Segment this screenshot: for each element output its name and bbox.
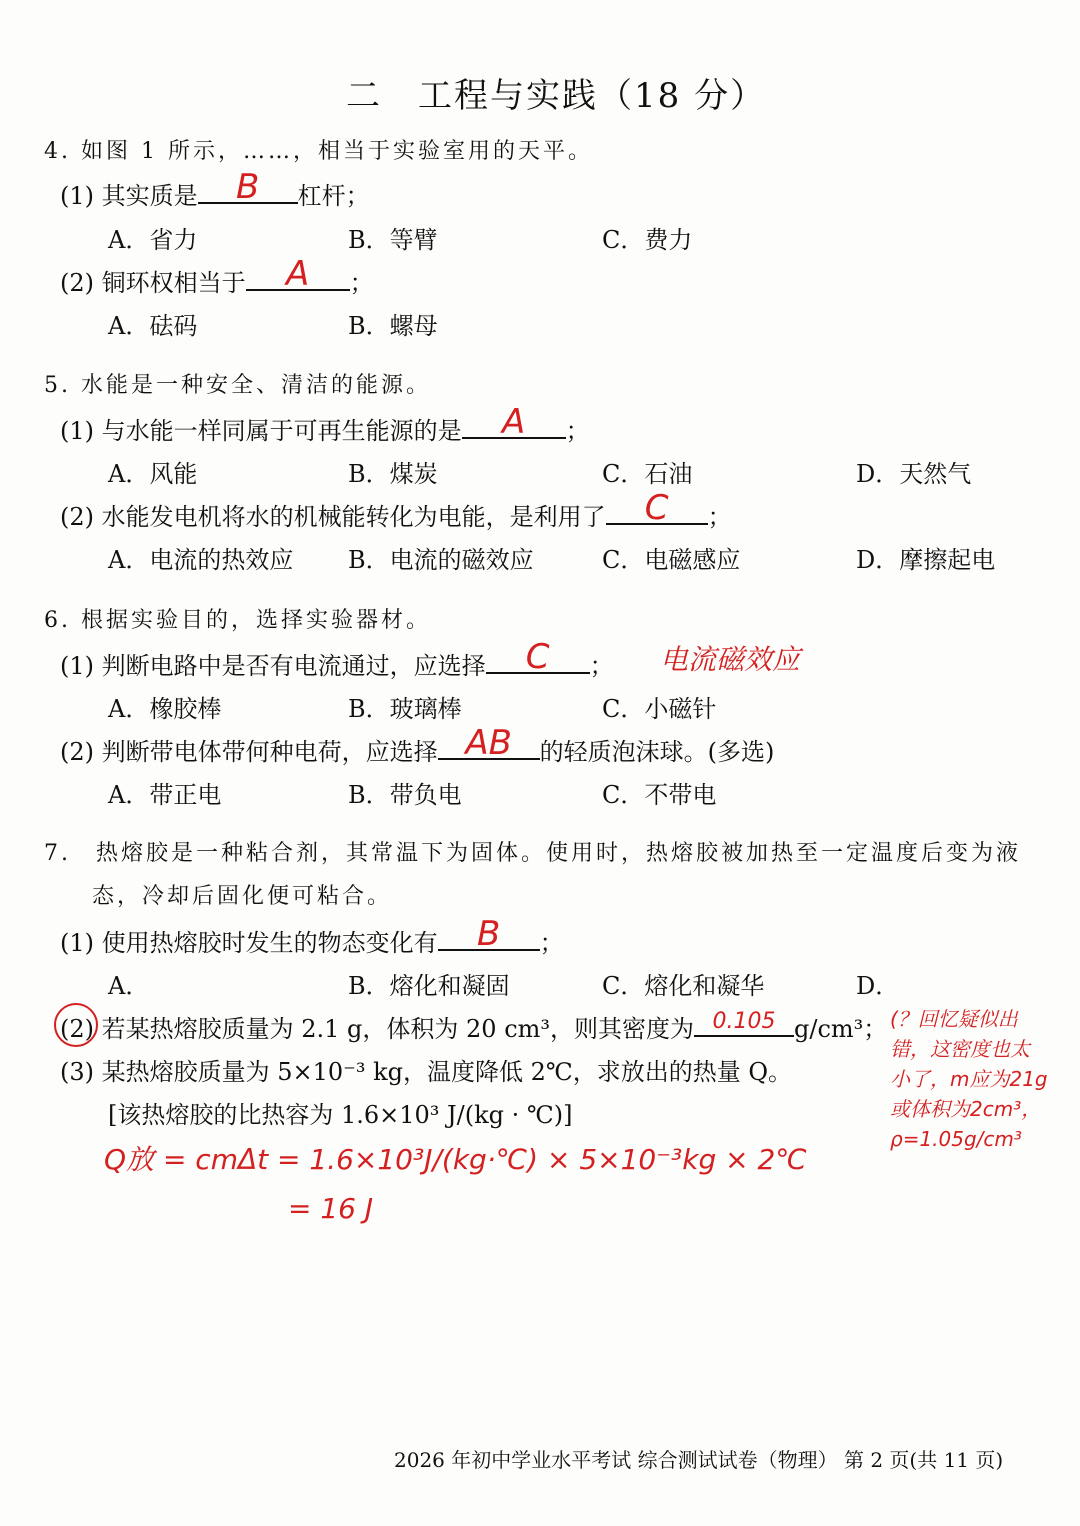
option: A．风能 [108,460,198,488]
option: C．熔化和凝华 [602,972,765,1000]
handwritten-solution-line-1: Q放 = cmΔt = 1.6×10³J/(kg·℃) × 5×10⁻³kg × 2℃ [104,1143,807,1176]
handwritten-answer: C [644,488,669,528]
question-4-part-2: (2) 铜环权相当于 A ； [60,254,374,297]
handwritten-answer: A [501,402,526,442]
option: B．带负电 [348,781,462,809]
option: C．费力 [602,226,693,254]
option: A．省力 [108,226,198,254]
option: B．等臂 [348,226,438,254]
answer-blank [438,914,540,954]
option: D．摩擦起电 [856,546,996,574]
question-7-part-3: (3) 某热熔胶质量为 5×10⁻³ kg，温度降低 2℃，求放出的热量 Q。 [60,1058,793,1086]
option: B．螺母 [348,312,438,340]
handwritten-answer: AB [465,723,512,763]
question-6-part-2: (2) 判断带电体带何种电荷，应选择 AB 的轻质泡沫球。(多选) [60,723,775,766]
answer-blank [198,167,298,207]
option: C．电磁感应 [602,546,741,574]
question-6-stem: 6. 根据实验目的，选择实验器材。 [44,608,431,633]
question-7-part-1: (1) 使用热熔胶时发生的物态变化有 B ； [60,914,564,957]
handwritten-answer: 0.105 [712,1009,776,1034]
option: B．电流的磁效应 [348,546,534,574]
answer-blank [606,488,708,528]
option: C．小磁针 [602,695,717,723]
option: D． [856,972,900,1000]
option: A．电流的热效应 [108,546,294,574]
handwritten-side-note: (？回忆疑似出 错，这密度也太 小了，m应为21g 或体积为2cm³， ρ=1.05g/cm³ [890,1007,1048,1151]
question-7-stem: 7. 热熔胶是一种粘合剂，其常温下为固体。使用时，热熔胶被加热至一定温度后变为液 [44,841,1021,866]
handwritten-answer: A [285,254,310,294]
question-7-part-2: (2) 若某热熔胶质量为 2.1 g，体积为 20 cm³，则其密度为 0.105 g/cm³； [60,1009,888,1043]
question-5-part-1: (1) 与水能一样同属于可再生能源的是 A ； [60,402,590,445]
option: A．砝码 [108,312,198,340]
handwritten-answer: B [235,167,260,207]
question-7-stem-continued: 态，冷却后固化便可粘合。 [92,884,393,909]
handwritten-answer: C [525,637,550,677]
answer-blank [246,254,350,294]
answer-blank [694,1009,794,1037]
question-5-stem: 5. 水能是一种安全、清洁的能源。 [44,373,431,398]
option: B．煤炭 [348,460,438,488]
option: A．橡胶棒 [108,695,222,723]
answer-blank [438,723,540,763]
option: C．不带电 [602,781,717,809]
option: B．玻璃棒 [348,695,462,723]
question-4-part-1: (1) 其实质是 B 杠杆； [60,167,370,210]
option: D．天然气 [856,460,972,488]
answer-blank [462,402,566,442]
option: A．带正电 [108,781,222,809]
handwritten-answer: B [476,914,501,954]
option: A． [108,972,150,1000]
question-5-part-2: (2) 水能发电机将水的机械能转化为电能，是利用了 C ； [60,488,732,531]
specific-heat-hint: [该热熔胶的比热容为 1.6×10³ J/(kg · ℃)] [108,1101,573,1129]
page-footer: 2026 年初中学业水平考试 综合测试试卷（物理） 第 2 页(共 11 页) [394,1448,1004,1472]
section-title: 二 工程与实践（18 分） [346,76,767,116]
option: C．石油 [602,460,693,488]
option: B．熔化和凝固 [348,972,510,1000]
answer-blank [486,637,590,677]
handwritten-note: 电流磁效应 [660,643,801,676]
question-4-stem: 4. 如图 1 所示，……，相当于实验室用的天平。 [44,139,593,164]
question-6-part-1: (1) 判断电路中是否有电流通过，应选择 C ； [60,637,614,680]
handwritten-solution-line-2: = 16 J [288,1192,374,1225]
